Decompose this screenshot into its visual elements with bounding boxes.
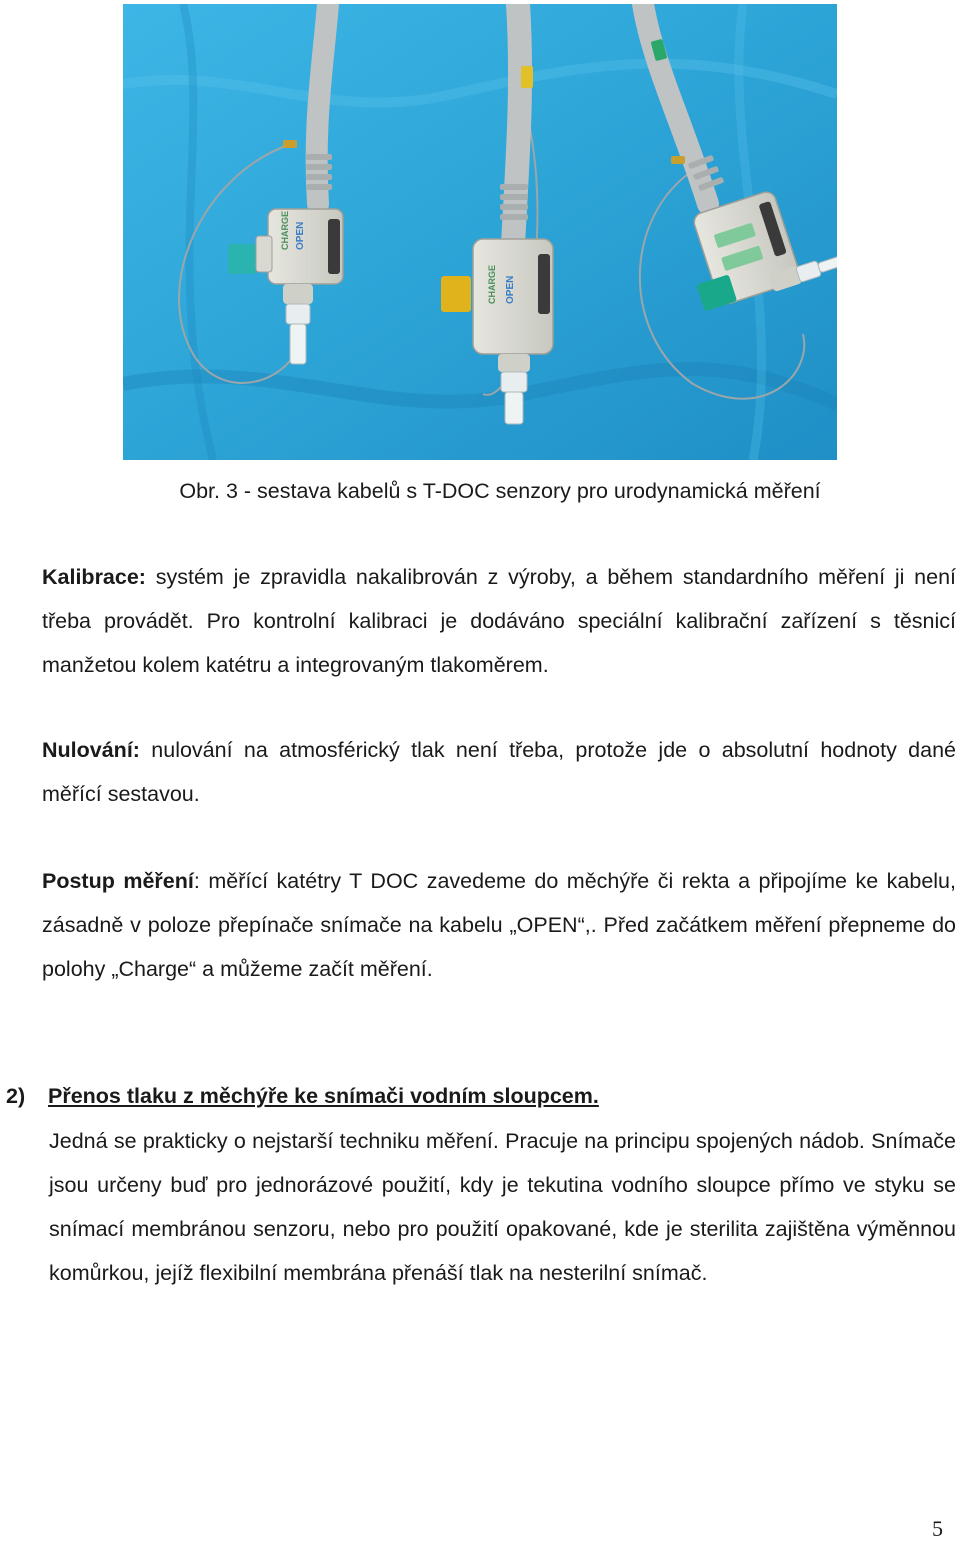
svg-text:CHARGE: CHARGE [280,210,290,250]
section-body: Jedná se prakticky o nejstarší techniku měření. Pracuje na principu spojených nádob. Snímače jsou určeny buď pro jednorázové použití, kdy je tekutina vodního sloupce přímo ve styku se snímací membránou senzoru, nebo pro použití opakované, kde je sterilita zajištěna výměnnou komůrkou, jejíž flexibilní membrána přenáší tlak na nesterilní snímač. [49,1129,956,1285]
section-title: Přenos tlaku z měchýře ke snímači vodním sloupcem. [48,1084,599,1108]
section-number: 2) [6,1084,26,1108]
paragraph-kalibrace [42,555,956,687]
page-number: 5 [932,1516,943,1541]
paragraph-text: : měřící katétry T DOC zavedeme do měchýře či rekta a připojíme ke kabelu, zásadně v poloze přepínače snímače na kabelu „OPEN“,. Před začátkem měření přepneme do polohy „Charge“ a můžeme začít měření. [42,869,956,981]
svg-text:CHARGE: CHARGE [487,264,497,304]
paragraph-label: Nulování: [42,738,140,762]
paragraph-text: nulování na atmosférický tlak není třeba, protože jde o absolutní hodnoty dané měřící sestavou. [42,738,956,806]
paragraph-postup [42,859,956,991]
section-heading [6,1081,599,1111]
figure-photo [123,4,837,460]
t-doc-sensor-cables-image [123,4,837,460]
paragraph-nulovani [42,728,956,816]
paragraph-text: systém je zpravidla nakalibrován z výroby, a během standardního měření ji není třeba provádět. Pro kontrolní kalibraci je dodáváno speciální kalibrační zařízení s těsnicí manžetou kolem katétru a integrovaným tlakoměrem. [42,565,956,677]
svg-text:OPEN: OPEN [295,221,306,250]
paragraph-label: Postup měření [42,869,194,893]
svg-text:OPEN: OPEN [505,275,516,304]
paragraph-label: Kalibrace: [42,565,146,589]
figure-caption: Obr. 3 - sestava kabelů s T-DOC senzory pro urodynamická měření [179,479,821,503]
